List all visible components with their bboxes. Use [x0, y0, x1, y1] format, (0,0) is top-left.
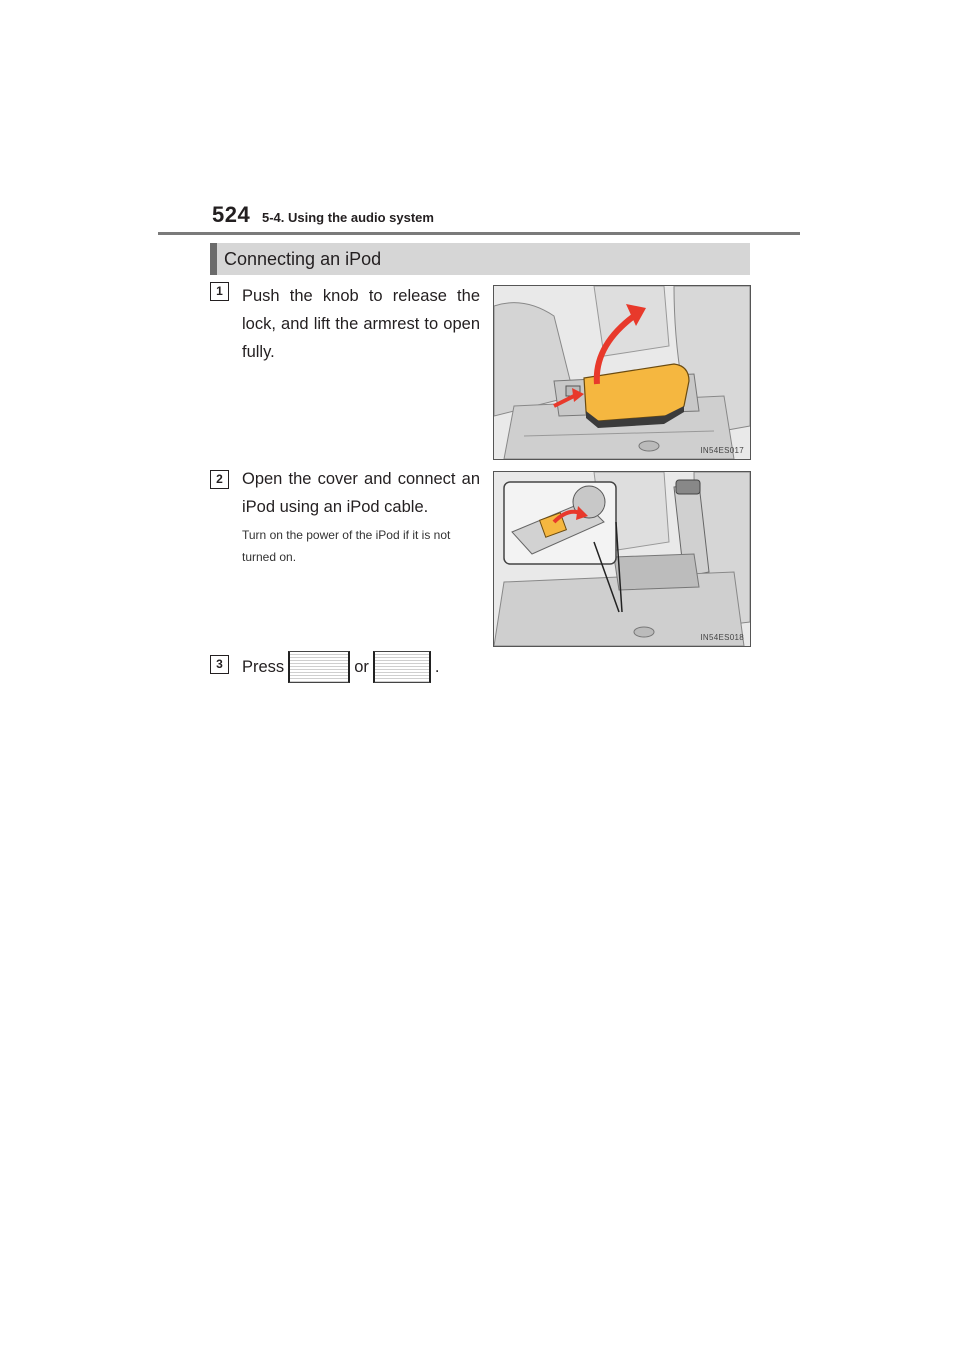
or-label: or: [354, 658, 369, 676]
figure-code: IN54ES017: [700, 446, 744, 455]
step-number-1: 1: [210, 282, 229, 301]
audio-button-1: [288, 651, 350, 683]
heading-text: Connecting an iPod: [224, 249, 382, 269]
press-label: Press: [242, 658, 285, 676]
step-3-line: [242, 651, 439, 683]
heading-bar: [210, 243, 217, 275]
figure-code: IN54ES018: [700, 633, 744, 642]
step-number-2: 2: [210, 470, 229, 489]
page-number: 524: [212, 202, 251, 227]
step-number-3: 3: [210, 655, 229, 674]
section-heading: [210, 243, 750, 275]
section-title: 5-4. Using the audio system: [262, 210, 434, 225]
ipod-port-illustration: [494, 472, 750, 646]
figure-ipod-port: [493, 471, 751, 647]
header-rule: [158, 232, 800, 235]
period: .: [434, 658, 440, 676]
step-2-text: Open the cover and connect an iPod using an iPod cable.: [242, 470, 480, 516]
audio-button-2: [373, 651, 431, 683]
armrest-illustration: [494, 286, 750, 459]
step-1-text: Push the knob to release the lock, and lift the armrest to open fully.: [242, 287, 480, 361]
step-2-note: Turn on the power of the iPod if it is not turned on.: [242, 528, 451, 564]
figure-armrest: [493, 285, 751, 460]
